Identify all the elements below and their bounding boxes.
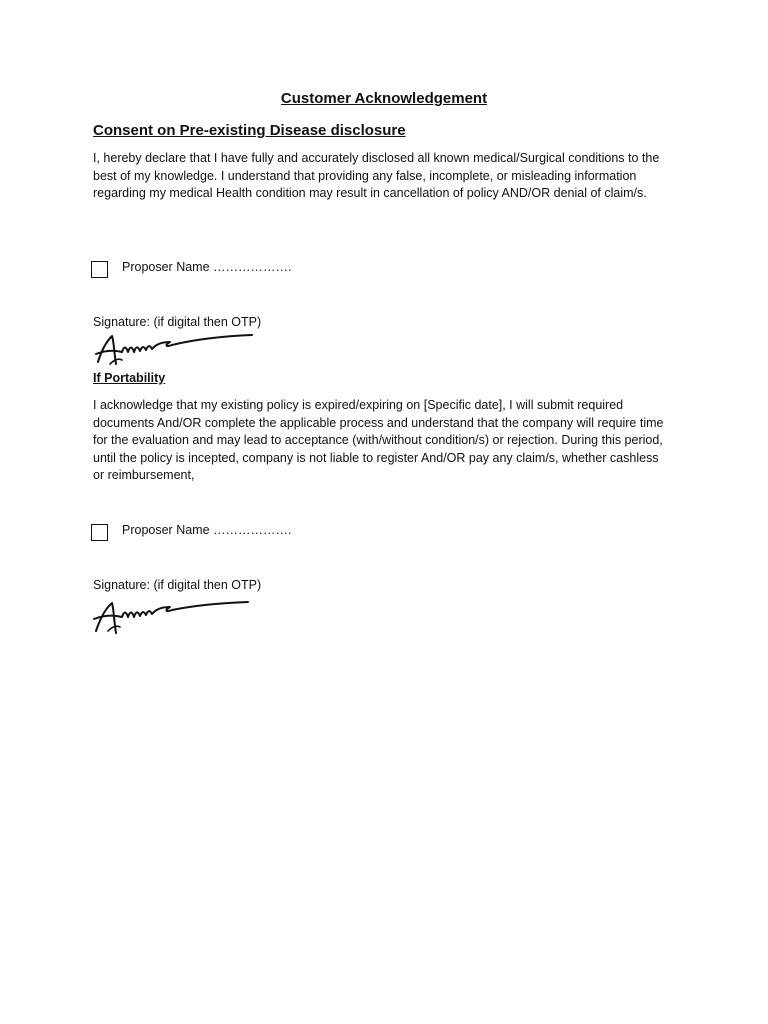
proposer-name-field: Proposer Name ………………. xyxy=(122,260,292,274)
portability-heading: If Portability xyxy=(93,371,166,385)
document-title: Customer Acknowledgement xyxy=(280,90,488,107)
handwritten-signature xyxy=(92,597,257,637)
signature-label: Signature: (if digital then OTP) xyxy=(93,315,262,329)
section-heading-consent: Consent on Pre-existing Disease disclosure xyxy=(93,122,406,139)
consent-checkbox[interactable] xyxy=(91,261,108,278)
proposer-name-field: Proposer Name ………………. xyxy=(122,523,292,537)
portability-checkbox[interactable] xyxy=(91,524,108,541)
handwritten-signature xyxy=(92,330,257,370)
portability-paragraph: I acknowledge that my existing policy is expired/expiring on [Specific date], I will submit required documents And/OR complete the applicable process and understand that the company will require time for the evaluation and may lead to acceptance (with/without condition/s) or rejection. During this period, until the policy is incepted, company is not liable to register And/OR pay any claim/s, whether cashless or reimbursement, xyxy=(93,398,664,483)
declaration-paragraph: I, hereby declare that I have fully and accurately disclosed all known medical/Surgical conditions to the best of my knowledge. I understand that providing any false, incomplete, or misleading information regarding my medical Health condition may result in cancellation of policy AND/OR denial of claim/s. xyxy=(93,151,660,201)
signature-label: Signature: (if digital then OTP) xyxy=(93,578,262,592)
